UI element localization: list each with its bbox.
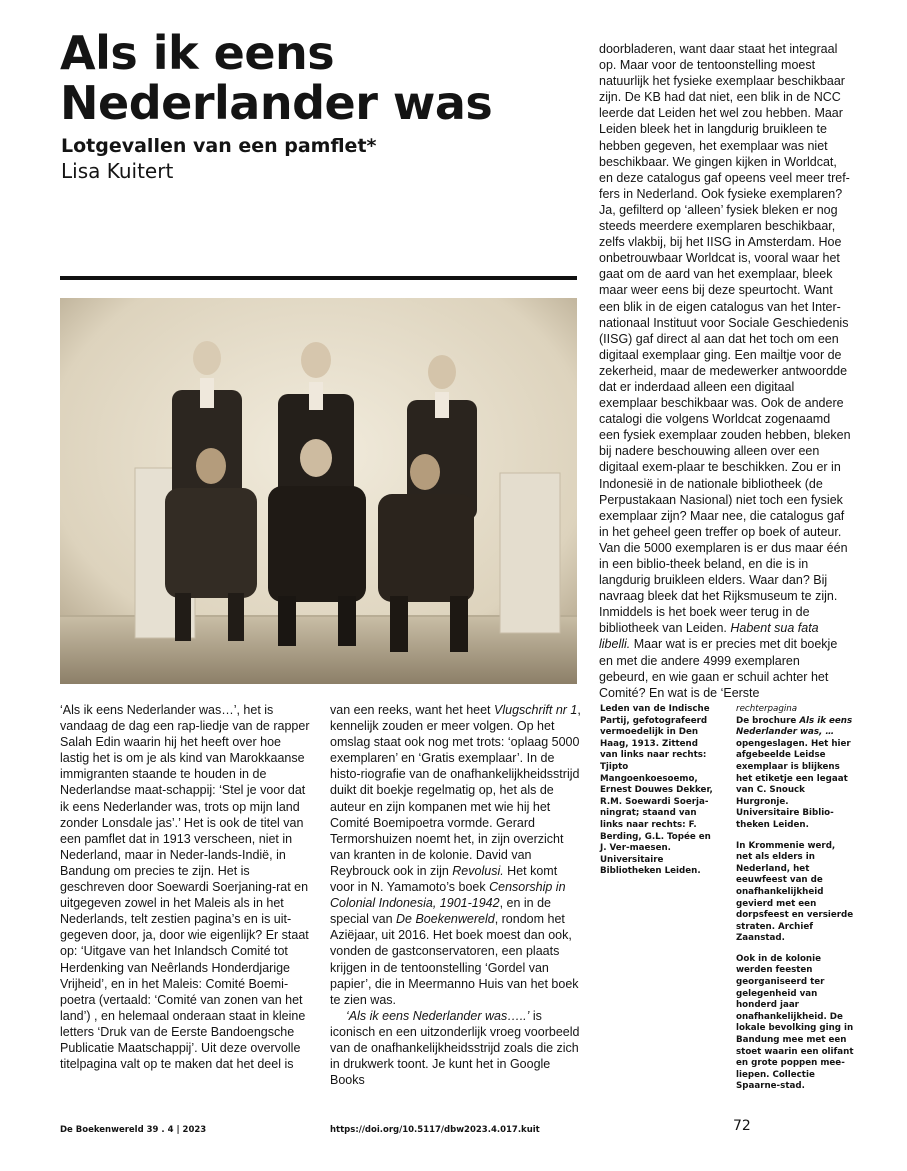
text-run: Maar wat is er precies met dit boekje en met die andere 4999 exemplaren gebeurd, en wie gaan er schuil achter het Comité? En wat is de ‘Eerste bbox=[599, 637, 838, 700]
caption-label: rechterpagina bbox=[736, 704, 798, 714]
title-rule bbox=[60, 276, 577, 280]
group-photo bbox=[60, 298, 577, 684]
side-captions bbox=[736, 704, 854, 1102]
journal-info: De Boekenwereld 39 . 4 | 2023 bbox=[60, 1125, 207, 1135]
text-run: Het komt voor in N. Yamamoto’s boek bbox=[330, 863, 558, 895]
body-column-3 bbox=[599, 41, 851, 701]
caption-run-italic: Als ik eens Nederlander was, … bbox=[736, 715, 853, 738]
caption-run: opengeslagen. Het hier afgebeelde Leidse exemplaar is blijkens het etiketje een legaat van C. Snouck Hurgronje. Universitaire Biblio-theken Leiden. bbox=[736, 738, 851, 830]
text-run: is iconisch en een uitzonderlijk vroeg voorbeeld van de onafhankelijkheidsstrijd zoals die zich in drukwerk toont. Je kunt het in Google Books bbox=[330, 1008, 580, 1088]
author-name: Lisa Kuitert bbox=[61, 159, 174, 183]
photo-caption bbox=[600, 704, 718, 887]
text-run: doorbladeren, want daar staat het integraal op. Maar voor de tentoonstelling moest natuurlijk het fysieke exemplaar beschikbaar zijn. De KB had dat niet, een blik in de NCC leerde dat Leiden het wel zou hebben. Maar Leiden bleek het in langdurig bruikleen te hebben gegeven, het exemplaar was niet beschikbaar. We gingen kijken in Worldcat, en deze catalogus gaf opeens veel meer tref-fers in Nederland. Ook fysieke exemplaren? Ja, gefilterd op ‘alleen’ fysiek bleken er nog steeds meerdere exemplaren beschikbaar, zelfs vlakbij, bij het IISG in Amsterdam. Hoe onbetrouwbaar Worldcat is, vooral waar het gaat om de aard van het exemplaar, bleek maar weer eens bij deze speurtocht. Want een blik in de eigen catalogus van het Inter-nationaal Instituut voor Sociale Geschiedenis (IISG) gaf direct al aan dat het toch om een digitaal exemplaar ging. Een mailtje voor de zekerheid, maar de medewerker antwoordde dat er inderdaad alleen een digitaal exemplaar beschikbaar was. Ook de andere catalogi die volgens Worldcat zogenaamd een fysiek exemplaar zouden hebben, bleken bij nadere beschouwing alleen over een digitaal exem-plaar te beschikken. Zou er in Indonesië in de nationale bibliotheek (de Perpustakaan Nasional) niet toch een fysiek exemplaar zijn? Maar nee, die catalogus gaf in het geheel geen treffer op boek of auteur. Van die 5000 exemplaren is er dus maar één in een biblio-theek beland, en die is in langdurig bruikleen elders. Waar dan? Bij navraag bleek dat het Rijksmuseum te zijn. Inmiddels is het boek weer terug in de bibliotheek van Leiden. bbox=[599, 42, 851, 636]
caption-kolonie: Ook in de kolonie werden feesten georganiseerd ter gelegenheid van honderd jaar onafhankelijkheid. De lokale bevolking ging in Bandung mee met een stoet waarin een olifant en grote poppen mee-liepen. Collectie Spaarne-stad. bbox=[736, 953, 854, 1092]
text-run-italic: Vlugschrift nr 1 bbox=[494, 703, 578, 717]
text-run-italic: Censorship in Colonial Indonesia, 1901-1942 bbox=[330, 880, 566, 911]
article-title: Als ik eens Nederlander was bbox=[60, 26, 493, 130]
body-column-1 bbox=[60, 702, 312, 1072]
paragraph-iconisch bbox=[330, 1008, 582, 1088]
text-run: , rondom het Aziëjaar, uit 2016. Het boek moest dan ook, vonden de gastconservatoren, een plaats krijgen in de tentoonstelling ‘Gordel van papier’, die in Meermanno Huis van het boek te zien was. bbox=[330, 912, 579, 1007]
text-run-italic: Revolusi. bbox=[452, 863, 504, 878]
article-subtitle: Lotgevallen van een pamflet* bbox=[61, 135, 377, 157]
text-run-italic: De Boekenwereld bbox=[396, 912, 495, 927]
text-run: , en in de special van bbox=[330, 896, 552, 927]
text-run-italic: ‘Als ik eens Nederlander was…..’ bbox=[346, 1008, 530, 1023]
text-run: van een reeks, want het heet bbox=[330, 703, 494, 717]
paragraph-reeks bbox=[330, 702, 582, 1008]
text-run-italic: Habent sua fata libelli. bbox=[599, 621, 819, 652]
text-run: , kennelijk zouden er meer volgen. Op het omslag staat ook nog met trots: ‘oplaag 5000 exemplaren’ en ‘Gratis exemplaar’. In de histo-riografie van de onafhankelijkheidsstrijd duikt dit boekje regelmatig op, het als de auteur en zijn kompanen met wie hij het Comité Boemipoetra vormde. Gerard Termorshuizen noemt het, in zijn overzicht van kranten in de kolonie. David van Reybrouck ook in zijn bbox=[330, 703, 581, 878]
caption-run: De brochure bbox=[736, 715, 800, 726]
paragraph-intro: ‘Als ik eens Nederlander was…’, het is vandaag de dag een rap-liedje van de rapper Salah Edin waarin hij het heeft over hoe lastig het is om je als kind van Marokkaanse immigranten staande te houden in de Nederlandse maat-schappij: ‘Stel je voor dat ik eens Nederlander was, trots op mijn land zonder Lonsdale jas’.’ Het is ook de titel van een pamflet dat in 1913 verscheen, niet in Nederland, maar in Neder-lands-Indië, in Bandung om precies te zijn. Het is geschreven door Soewardi Soerjaning-rat en uitgegeven zowel in het Maleis als in het Nederlands, telt zestien pagina’s en is uit-gegeven door, ja, door wie eigenlijk? Er staat op: ‘Uitgave van het Inlandsch Comité tot Herdenking van Neêrlands Honderdjarige Vrijheid’, en in het Maleis: Comité Boemi-poetra (vertaald: ‘Comité van zonen van het land’) , en helemaal onderaan staat in kleine letters ‘Druk van de Eerste Bandoengsche Publicatie Maatschappij’. Uit deze overvolle titelpagina valt op te maken dat het deel is bbox=[60, 703, 310, 1072]
body-column-2 bbox=[330, 702, 582, 1088]
caption-brochure bbox=[736, 704, 854, 832]
page-number: 72 bbox=[733, 1118, 751, 1134]
caption-krommenie: In Krommenie werd, net als elders in Nederland, het eeuwfeest van de onafhankelijkheid gevierd met een dorpsfeest en versierde straten. Archief Zaanstad. bbox=[736, 840, 854, 944]
paragraph-worldcat bbox=[599, 41, 851, 701]
caption-photo-text: Leden van de Indische Partij, gefotografeerd vermoedelijk in Den Haag, 1913. Zittend van links naar rechts: Tjipto Mangoenkoesoemo, Ernest Douwes Dekker, R.M. Soewardi Soerja-ningrat; staand van links naar rechts: F. Berding, G.L. Topée en J. Ver-maesen. Universitaire Bibliotheken Leiden. bbox=[600, 704, 713, 877]
doi-link[interactable]: https://doi.org/10.5117/dbw2023.4.017.kuit bbox=[330, 1125, 540, 1135]
